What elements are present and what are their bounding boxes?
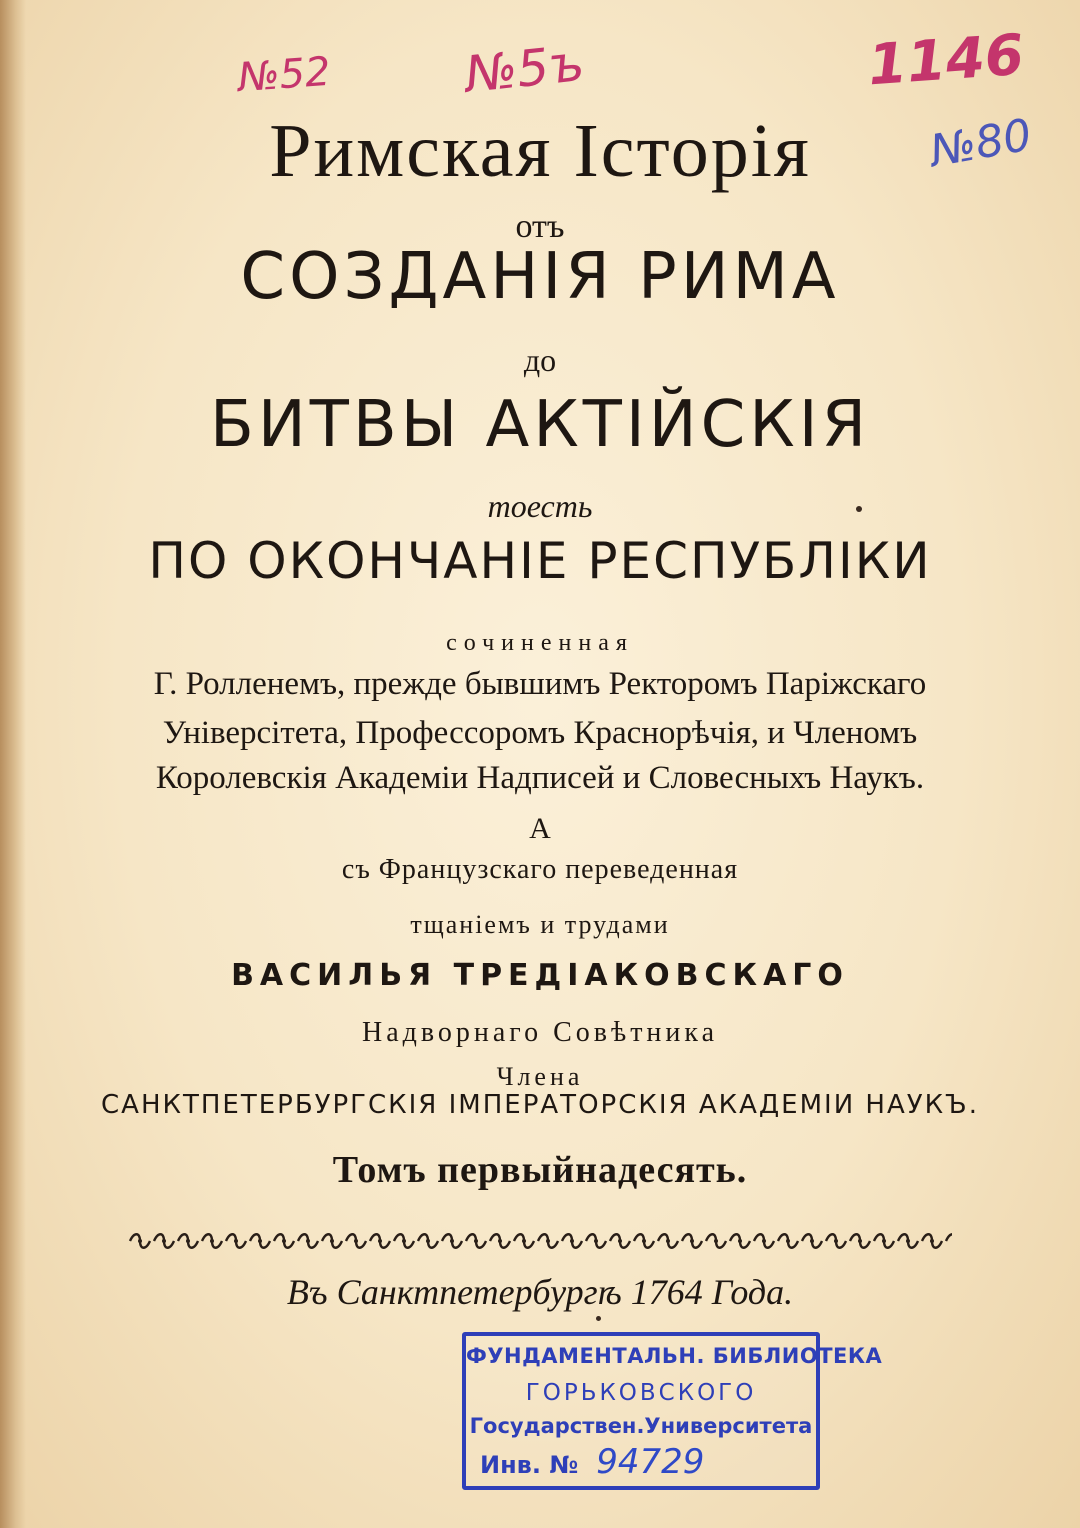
- author-line: Г. Ролленемъ, прежде бывшимъ Ректоромъ Паріжскаго: [153, 666, 927, 702]
- handwritten-note: №5ъ: [462, 33, 587, 105]
- ink-speck: [596, 1316, 601, 1321]
- handwritten-note: №52: [236, 48, 332, 102]
- author-line: Королевскія Академіи Надписей и Словесныхъ Наукъ.: [155, 760, 925, 796]
- library-stamp: [462, 1332, 883, 1490]
- handwritten-note: №80: [926, 109, 1036, 178]
- author-label: сочиненная: [446, 630, 634, 656]
- author-line: Універсітета, Профессоромъ Краснорѣчія, и Членомъ: [162, 715, 918, 751]
- inventory-number: 94729: [596, 1442, 705, 1482]
- title-connector: до: [523, 342, 557, 378]
- conjunction: А: [529, 812, 551, 845]
- title-connector: тоесть: [487, 488, 593, 524]
- translation-effort: тщаніемъ и трудами: [410, 910, 670, 939]
- handwritten-note: 1146: [865, 22, 1026, 99]
- stamp-line: Государствен.Университета: [469, 1414, 813, 1438]
- volume-label: Томъ первыйнадесять.: [332, 1149, 748, 1191]
- translator-member: Члена: [496, 1062, 584, 1091]
- book-title: Римская Історія: [269, 109, 811, 193]
- stamp-line: ГОРЬКОВСКОГО: [525, 1380, 757, 1406]
- translation-note: съ Французскаго переведенная: [341, 854, 739, 885]
- stamp-line: ФУНДАМЕНТАЛЬН. БИБЛИОТЕКА: [466, 1344, 883, 1368]
- inventory-label: Инв. №: [480, 1451, 579, 1479]
- ink-speck: [856, 506, 862, 512]
- title-subline: СОЗДАНІЯ РИМА: [240, 240, 840, 314]
- title-subline: БИТВЫ АКТІЙСКІЯ: [209, 388, 871, 462]
- title-subline: ПО ОКОНЧАНІЕ РЕСПУБЛІКИ: [148, 532, 932, 590]
- ornamental-rule: [128, 1226, 952, 1256]
- title-connector: отъ: [515, 208, 565, 245]
- imprint: Въ Санктпетербургѣ 1764 Года.: [286, 1272, 794, 1312]
- translator-rank: Надворнаго Совѣтника: [361, 1017, 719, 1048]
- translator-name: ВАСИЛЬЯ ТРЕДІАКОВСКАГО: [231, 958, 849, 993]
- stamp-inventory: [480, 1442, 810, 1482]
- academy-name: САНКТПЕТЕРБУРГСКІЯ ІМПЕРАТОРСКІЯ АКАДЕМІИ НАУКЪ.: [101, 1090, 979, 1120]
